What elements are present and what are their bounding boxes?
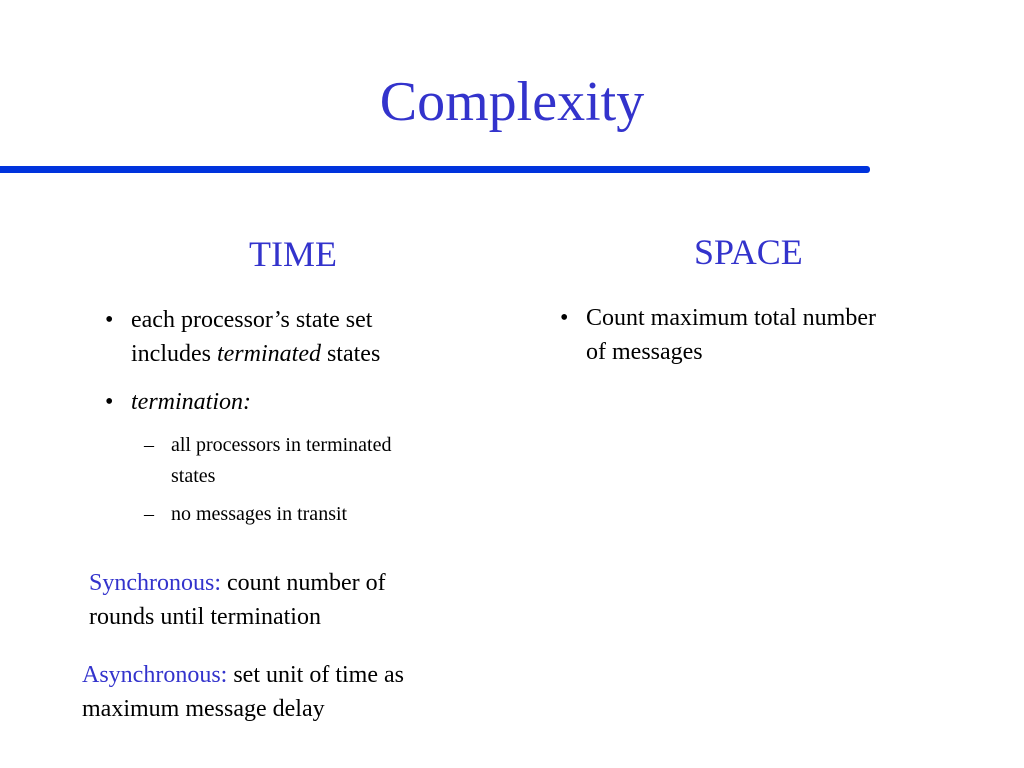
time-bullet-state-set [105, 303, 471, 371]
time-heading: TIME [249, 234, 337, 274]
space-bullet-messages [560, 301, 966, 369]
space-heading: SPACE [694, 232, 803, 272]
subitem-text-line1: all processors in terminated [171, 434, 392, 456]
title-underline [0, 166, 870, 173]
synchronous-note [89, 566, 479, 634]
asynchronous-note [82, 658, 482, 726]
time-bullet-termination [105, 385, 431, 419]
asynchronous-text-line2: maximum message delay [82, 696, 325, 722]
subitem-no-messages [144, 499, 491, 530]
asynchronous-label: Asynchronous: [82, 662, 228, 688]
dash-icon: – [144, 503, 154, 525]
synchronous-text-line2: rounds until termination [89, 604, 321, 630]
bullet-text-line2-prefix: includes [131, 341, 217, 367]
bullet-text-emphasis: terminated [216, 341, 321, 367]
dash-icon: – [144, 434, 154, 456]
synchronous-text-line1: count number of [221, 570, 386, 596]
bullet-icon: • [105, 389, 114, 415]
subitem-text-line1: no messages in transit [171, 503, 348, 525]
bullet-text-line1: Count maximum total number [586, 305, 876, 331]
slide-title: Complexity [379, 71, 645, 133]
bullet-text-line2-suffix: states [320, 341, 381, 367]
subitem-terminated-states [144, 430, 491, 492]
bullet-text: termination: [131, 389, 251, 415]
asynchronous-text-line1: set unit of time as [227, 662, 404, 688]
bullet-text-line2: of messages [586, 339, 703, 365]
bullet-text-line1: each processor’s state set [131, 307, 373, 333]
bullet-icon: • [560, 305, 569, 331]
synchronous-label: Synchronous: [89, 570, 221, 596]
bullet-icon: • [105, 307, 114, 333]
subitem-text-line2: states [171, 465, 216, 487]
